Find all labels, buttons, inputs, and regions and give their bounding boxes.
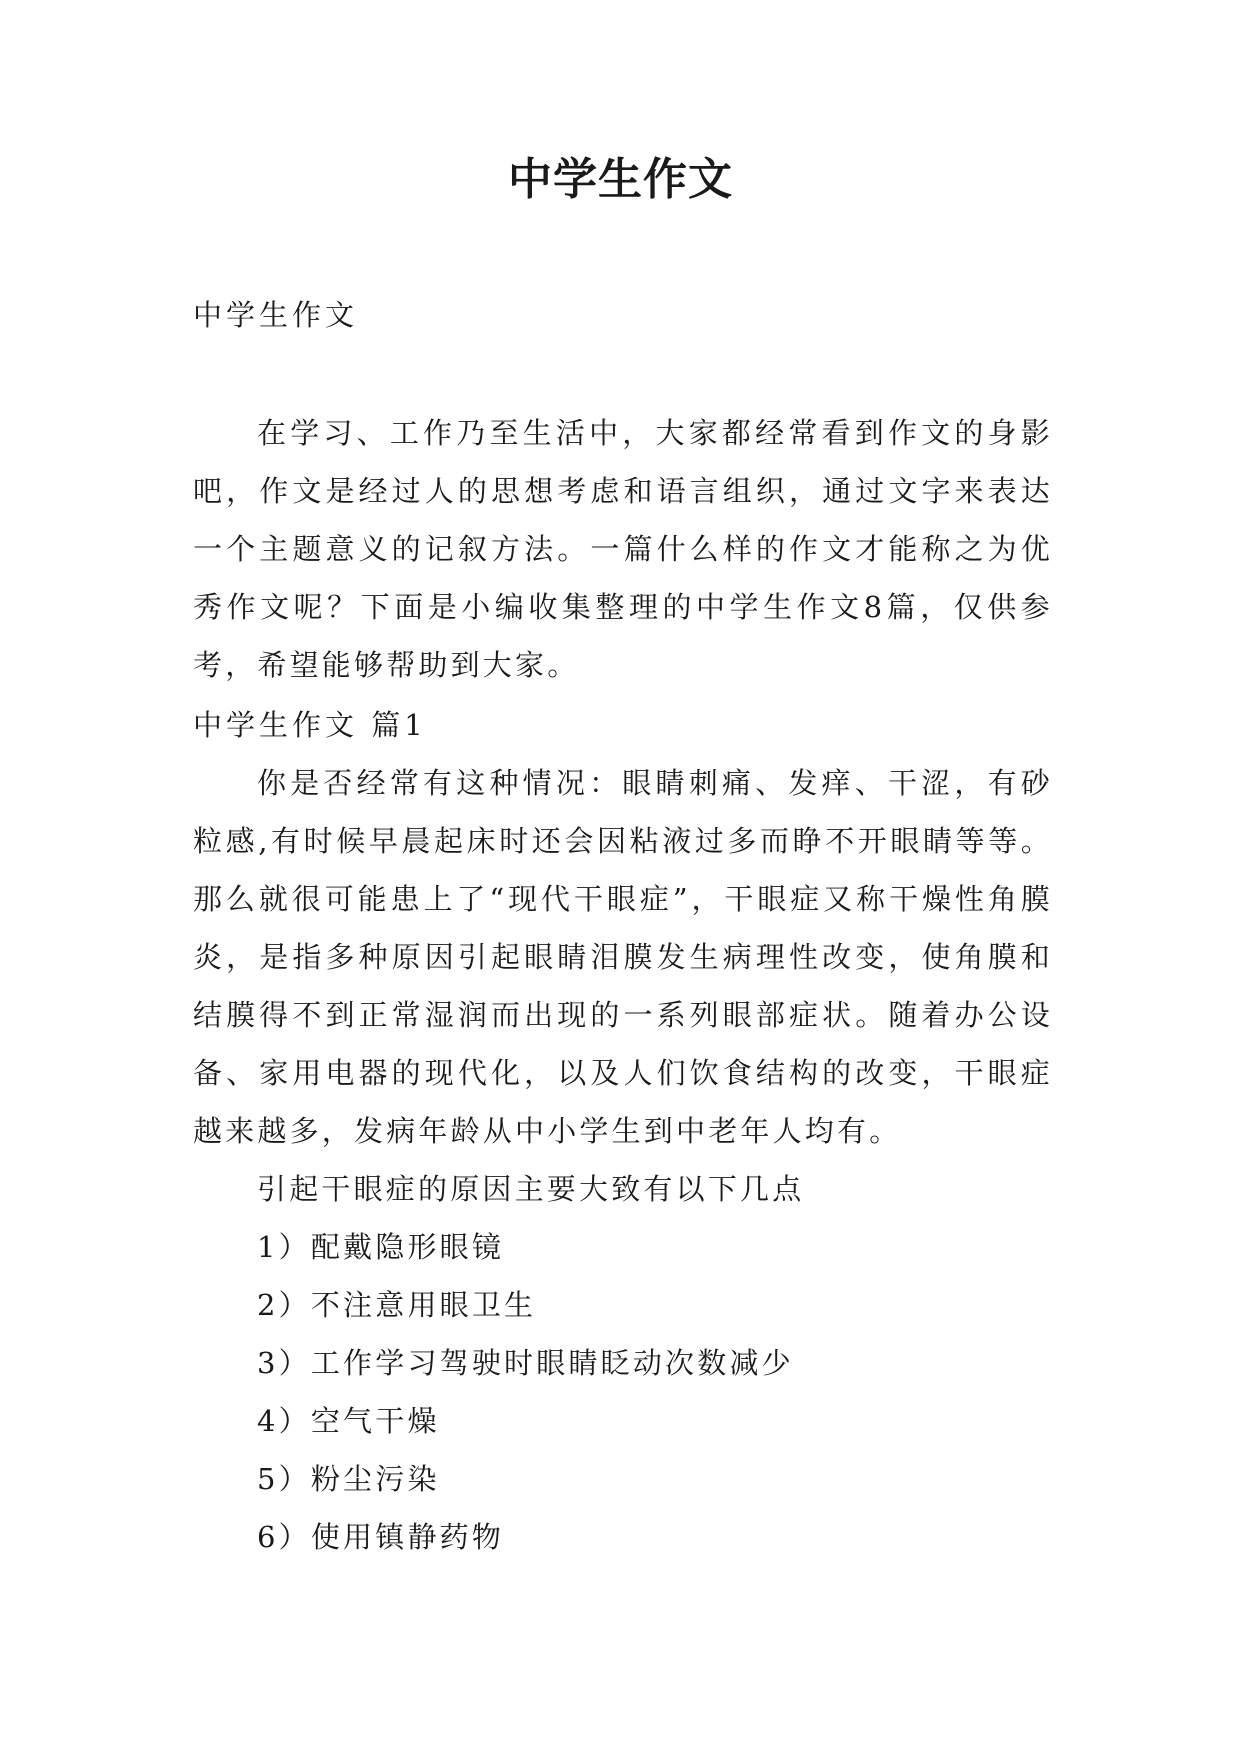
list-item: 6）使用镇静药物 bbox=[257, 1520, 505, 1554]
list-item: 1）配戴隐形眼镜 bbox=[257, 1230, 505, 1264]
document-title: 中学生作文 bbox=[508, 154, 733, 205]
document-subtitle: 中学生作文 bbox=[193, 298, 359, 332]
section-heading: 中学生作文 篇1 bbox=[193, 708, 427, 742]
list-item: 4）空气干燥 bbox=[257, 1404, 440, 1438]
causes-lead: 引起干眼症的原因主要大致有以下几点 bbox=[257, 1172, 805, 1206]
list-item: 3）工作学习驾驶时眼睛眨动次数减少 bbox=[257, 1346, 794, 1380]
causes-items bbox=[193, 1218, 1053, 1566]
body-paragraph: 你是否经常有这种情况：眼睛刺痛、发痒、干涩，有砂粒感,有时候早晨起床时还会因粘液过多而睁不开眼睛等等。那么就很可能患上了“现代干眼症”，干眼症又称干燥性角膜炎，是指多种原因引起眼睛泪膜发生病理性改变，使角膜和结膜得不到正常湿润而出现的一系列眼部症状。随着办公设备、家用电器的现代化，以及人们饮食结构的改变，干眼症越来越多，发病年龄从中小学生到中老年人均有。 bbox=[193, 766, 1053, 1148]
causes-list bbox=[193, 1160, 1053, 1566]
intro-paragraph: 在学习、工作乃至生活中，大家都经常看到作文的身影吧，作文是经过人的思想考虑和语言组织，通过文字来表达一个主题意义的记叙方法。一篇什么样的作文才能称之为优秀作文呢？下面是小编收集整理的中学生作文8篇，仅供参考，希望能够帮助到大家。 bbox=[193, 416, 1053, 682]
list-item: 2）不注意用眼卫生 bbox=[257, 1288, 537, 1322]
list-item: 5）粉尘污染 bbox=[257, 1462, 440, 1496]
